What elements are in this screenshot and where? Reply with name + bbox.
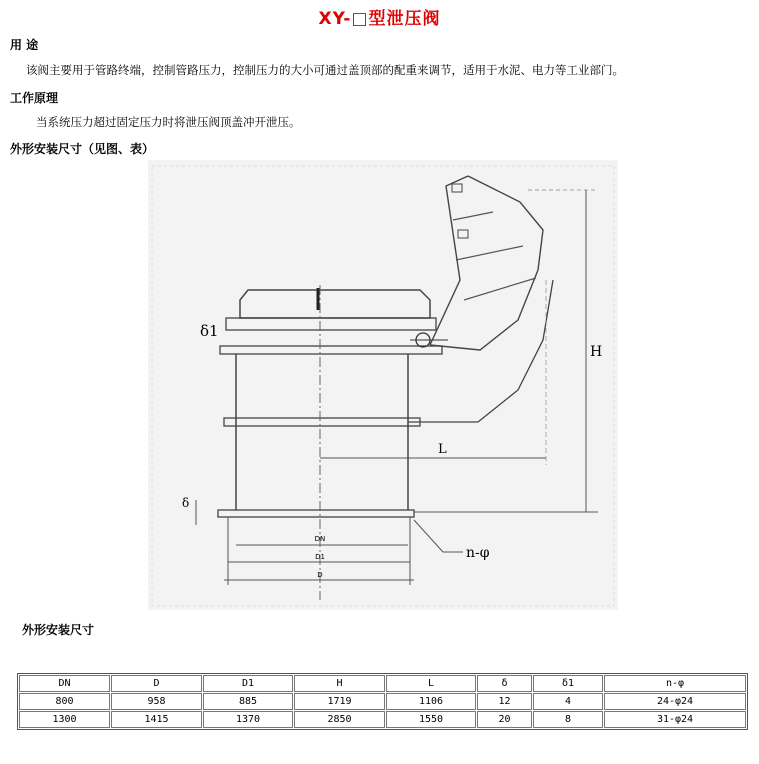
page-title: XY-□型泄压阀 <box>318 9 441 29</box>
table-cell: 31-φ24 <box>604 711 746 728</box>
table-row <box>19 693 746 710</box>
table-row <box>19 711 746 728</box>
dimensions-heading: 外形安装尺寸（见图、表） <box>10 142 155 156</box>
usage-heading: 用 途 <box>10 38 39 52</box>
col-header: H <box>294 675 385 692</box>
table-cell: 20 <box>477 711 532 728</box>
dimensions-table <box>17 673 748 730</box>
col-header: D <box>111 675 202 692</box>
l-label: L <box>438 442 447 457</box>
col-header: DN <box>19 675 110 692</box>
table-cell: 958 <box>111 693 202 710</box>
table-cell: 24-φ24 <box>604 693 746 710</box>
table-cell: 12 <box>477 693 532 710</box>
table-cell: 800 <box>19 693 110 710</box>
usage-text: 该阀主要用于管路终端，控制管路压力，控制压力的大小可通过盖顶部的配重来调节，适用于水泥、电力等工业部门。 <box>26 63 624 77</box>
table-cell: 1106 <box>386 693 476 710</box>
h-label: H <box>590 344 603 360</box>
table-header-row <box>19 675 746 692</box>
installation-drawing <box>148 160 618 610</box>
n-phi-label: n-φ <box>466 545 490 561</box>
table-cell: 8 <box>533 711 603 728</box>
col-header: δ1 <box>533 675 603 692</box>
col-header: n-φ <box>604 675 746 692</box>
table-cell: 885 <box>203 693 293 710</box>
d1-label: D1 <box>315 553 325 561</box>
table-cell: 1370 <box>203 711 293 728</box>
col-header: D1 <box>203 675 293 692</box>
col-header: δ <box>477 675 532 692</box>
delta1-label: δ1 <box>200 322 219 340</box>
col-header: L <box>386 675 476 692</box>
table-cell: 1300 <box>19 711 110 728</box>
table-cell: 2850 <box>294 711 385 728</box>
table-cell: 1415 <box>111 711 202 728</box>
table-cell: 4 <box>533 693 603 710</box>
principle-text: 当系统压力超过固定压力时将泄压阀顶盖冲开泄压。 <box>36 115 301 129</box>
principle-heading: 工作原理 <box>10 91 59 105</box>
table-cell: 1719 <box>294 693 385 710</box>
table-title: 外形安装尺寸 <box>22 623 95 637</box>
delta-label: δ <box>182 496 190 510</box>
d-label: D <box>317 571 323 579</box>
dn-label: DN <box>314 535 326 543</box>
table-cell: 1550 <box>386 711 476 728</box>
